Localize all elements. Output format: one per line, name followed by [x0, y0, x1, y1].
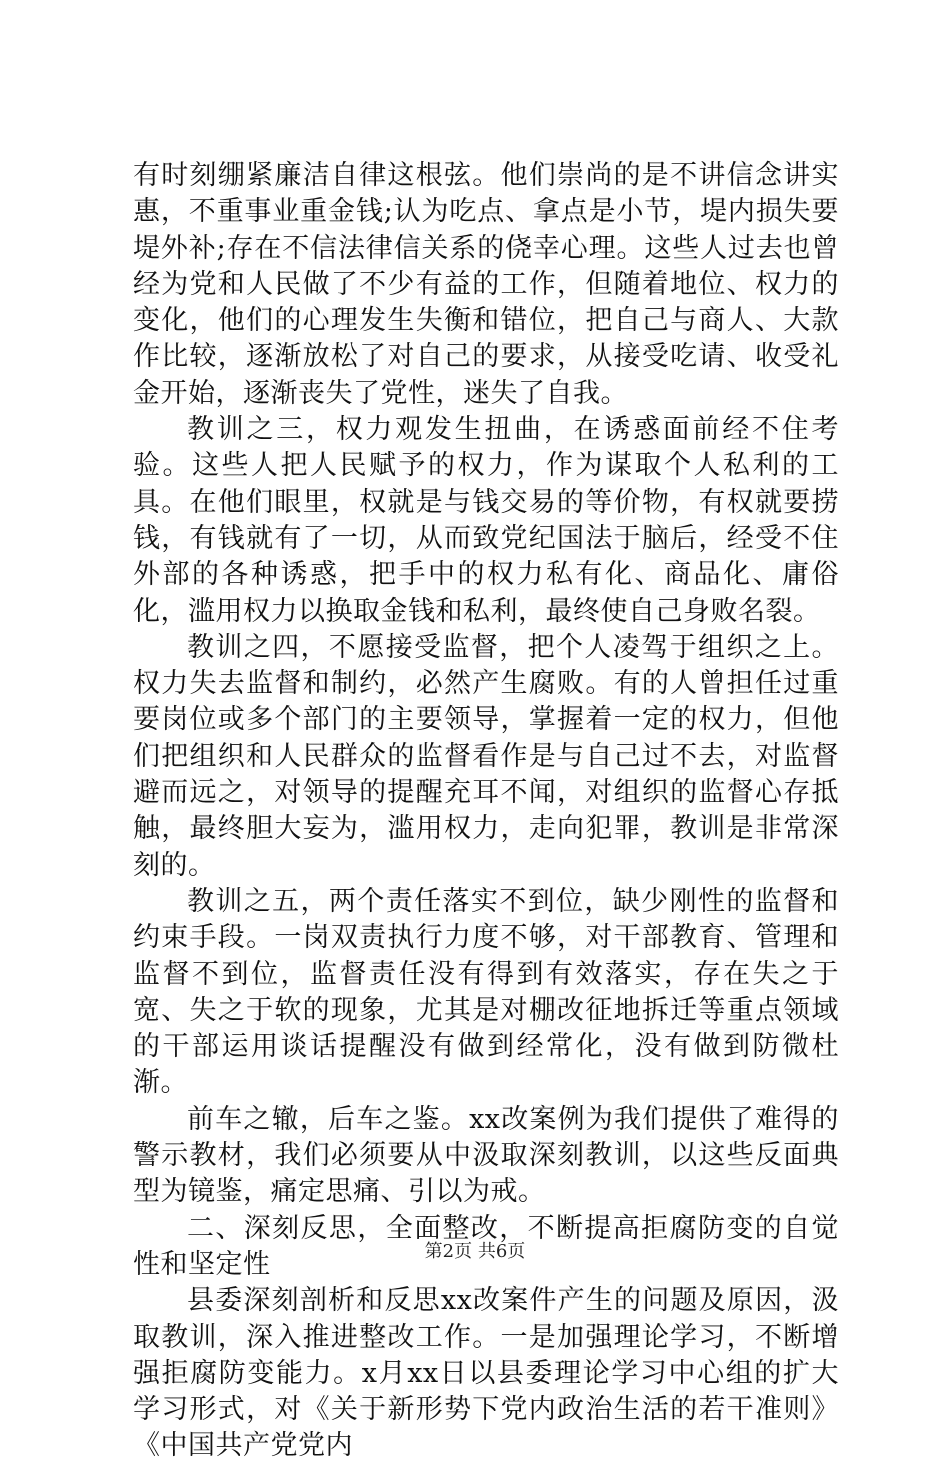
paragraph-1: 有时刻绷紧廉洁自律这根弦。他们崇尚的是不讲信念讲实惠，不重事业重金钱;认为吃点、拿点是小节，堤内损失要堤外补;存在不信法律信关系的侥幸心理。这些人过去也曾经为党和人民做了不少有益的工作，但随着地位、权力的变化，他们的心理发生失衡和错位，把自己与商人、大款作比较，逐渐放松了对自己的要求，从接受吃请、收受礼金开始，逐渐丧失了党性，迷失了自我。	[133, 160, 839, 409]
paragraph-7: 县委深刻剖析和反思xx改案件产生的问题及原因，汲取教训，深入推进整改工作。一是加强理论学习，不断增强拒腐防变能力。x月xx日以县委理论学习中心组的扩大学习形式，对《关于新形势下党内政治生活的若干准则》《中国共产党党内	[133, 1285, 839, 1462]
paragraph-5: 前车之辙，后车之鉴。xx改案例为我们提供了难得的警示教材，我们必须要从中汲取深刻教训，以这些反面典型为镜鉴，痛定思痛、引以为戒。	[133, 1103, 839, 1208]
paragraph-3: 教训之四，不愿接受监督，把个人凌驾于组织之上。权力失去监督和制约，必然产生腐败。有的人曾担任过重要岗位或多个部门的主要领导，掌握着一定的权力，但他们把组织和人民群众的监督看作是与自己过不去，对监督避而远之，对领导的提醒充耳不闻，对组织的监督心存抵触，最终胆大妄为，滥用权力，走向犯罪，教训是非常深刻的。	[133, 631, 839, 881]
document-body	[133, 158, 839, 1465]
paragraph-4: 教训之五，两个责任落实不到位，缺少刚性的监督和约束手段。一岗双责执行力度不够，对干部教育、管理和监督不到位，监督责任没有得到有效落实，存在失之于宽、失之于软的现象，尤其是对棚改征地拆迁等重点领域的干部运用谈话提醒没有做到经常化，没有做到防微杜渐。	[133, 885, 839, 1099]
paragraph-2: 教训之三，权力观发生扭曲，在诱惑面前经不住考验。这些人把人民赋予的权力，作为谋取个人私利的工具。在他们眼里，权就是与钱交易的等价物，有权就要捞钱，有钱就有了一切，从而致党纪国法于脑后，经受不住外部的各种诱惑，把手中的权力私有化、商品化、庸俗化，滥用权力以换取金钱和私利，最终使自己身败名裂。	[133, 414, 839, 627]
section-heading: 二、深刻反思，全面整改，不断提高拒腐防变的自觉性和坚定性	[133, 1212, 839, 1280]
page-number-footer: 第2页 共6页	[424, 1241, 526, 1262]
